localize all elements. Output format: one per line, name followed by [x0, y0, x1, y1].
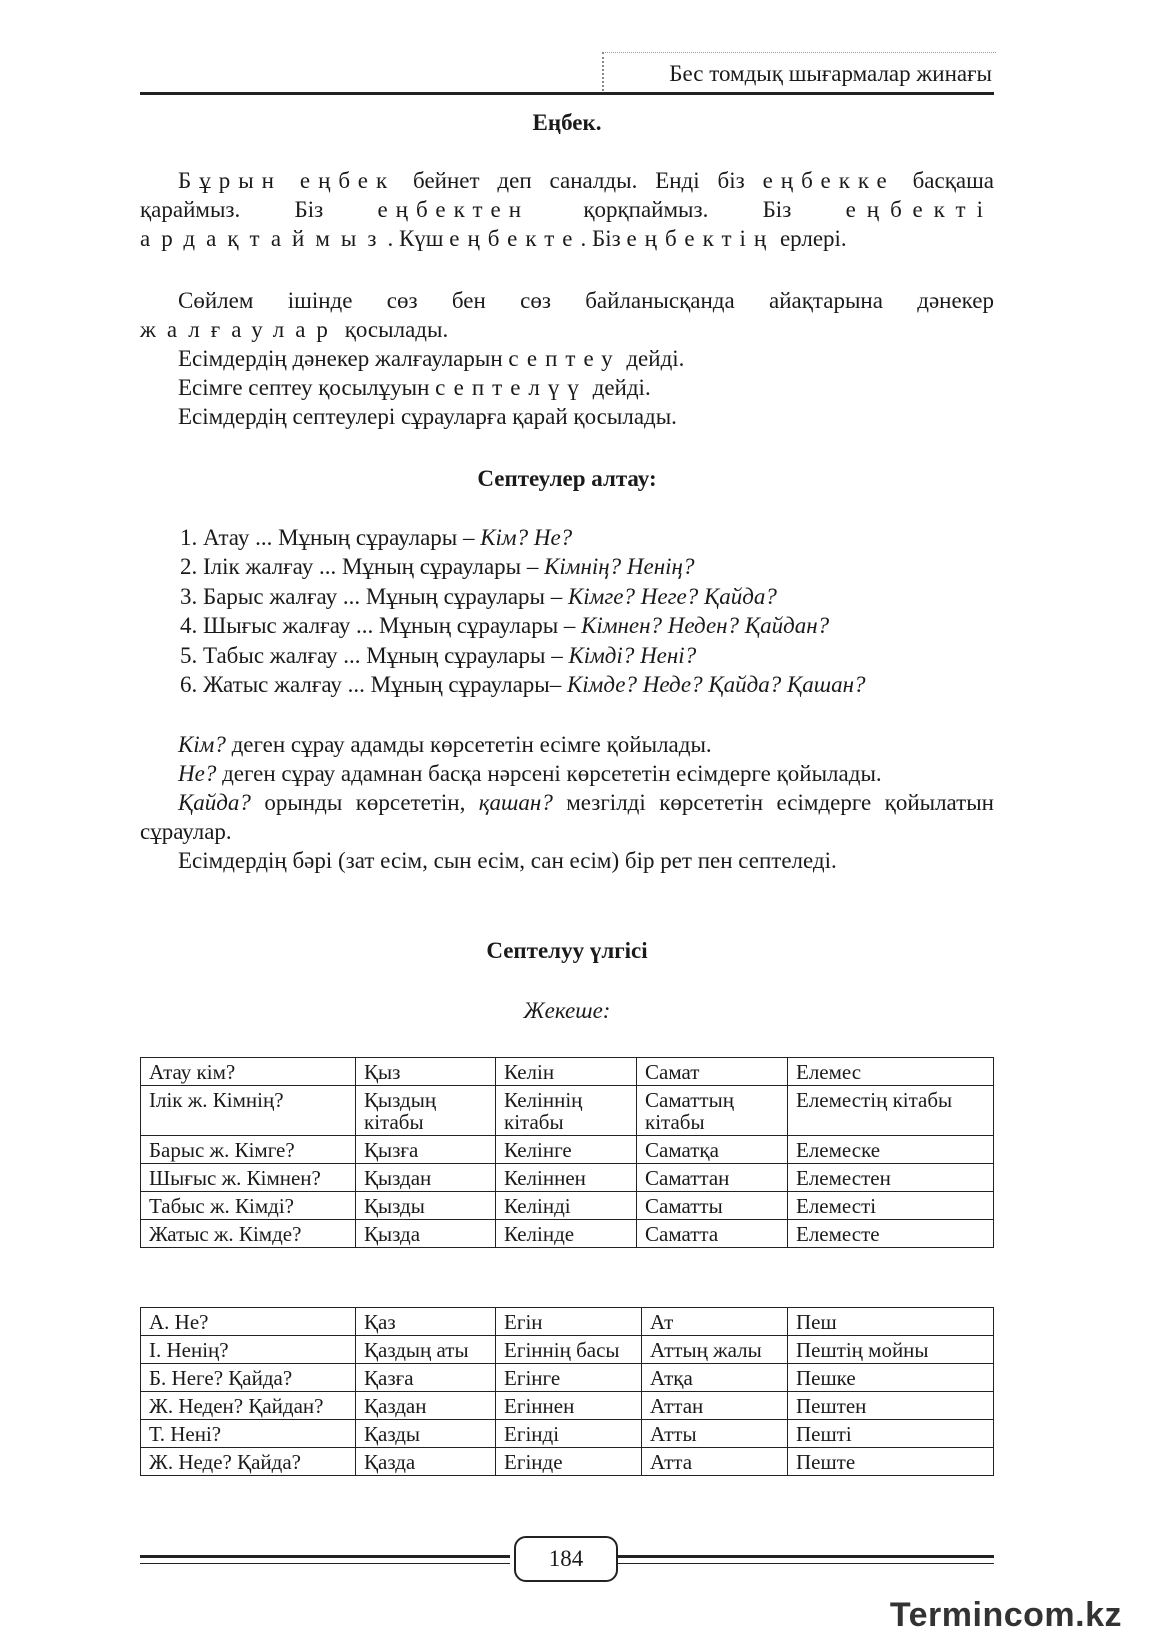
declension-table-things: [140, 1307, 994, 1476]
cases-list: [180, 523, 994, 699]
table-cell: Елемеске: [788, 1136, 994, 1164]
list-item: 6. Жатыс жалғау ... Мұның сұраулары– Кімде? Неде? Қайда? Қашан?: [180, 672, 866, 698]
table-cell: Қазда: [356, 1448, 496, 1476]
table-cell: Пешті: [788, 1420, 994, 1448]
case-label-cell: Ж. Неде? Қайда?: [141, 1448, 356, 1476]
list-item: 3. Барыс жалғау ... Мұның сұраулары – Кімге? Неге? Қайда?: [180, 583, 777, 609]
paragraph-enbek-text: Бұрын еңбек бейнет деп саналды. Енді біз еңбекке басқаша қараймыз. Біз еңбектен қорқпаймыз. Біз еңбекті ардақтаймыз. Күш еңбекте. Біз еңбектің ерлері.: [140, 168, 995, 251]
table-row: [141, 1164, 994, 1192]
case-label-cell: Шығыс ж. Кімнен?: [141, 1164, 356, 1192]
running-head: [602, 52, 996, 95]
section-title-enbek: Еңбек.: [532, 110, 602, 135]
table-cell: Келін: [496, 1058, 637, 1086]
case-label-cell: Атау кім?: [141, 1058, 356, 1086]
table-row: [141, 1364, 994, 1392]
case-label-cell: Т. Нені?: [141, 1420, 356, 1448]
table-cell: Қызда: [356, 1220, 496, 1248]
table-cell: Қыздың кітабы: [356, 1086, 496, 1136]
section-title-septeuler: Септеулер алтау:: [477, 466, 657, 491]
table-row: [141, 1420, 994, 1448]
paragraph-line: Кім? деген сұрау адамды көрсететін есімге қойылады.: [178, 732, 712, 757]
case-label-cell: Барыс ж. Кімге?: [141, 1136, 356, 1164]
table-cell: Елеместі: [788, 1192, 994, 1220]
table-row: [141, 1220, 994, 1248]
table-cell: Қазға: [356, 1364, 496, 1392]
paragraph-questions: [140, 730, 994, 875]
watermark-logo: Termincom.kz: [889, 1596, 1122, 1634]
table-row: [141, 1448, 994, 1476]
page-number: 184: [514, 1536, 618, 1582]
table-cell: Саматта: [637, 1220, 788, 1248]
table-cell: Атты: [642, 1420, 788, 1448]
case-label-cell: Б. Неге? Қайда?: [141, 1364, 356, 1392]
table-cell: Пештен: [788, 1392, 994, 1420]
table-cell: Аттың жалы: [642, 1336, 788, 1364]
table-cell: Саматты: [637, 1192, 788, 1220]
table-cell: Пештің мойны: [788, 1336, 994, 1364]
table-cell: Пеш: [788, 1308, 994, 1336]
header-rule: [140, 92, 994, 95]
table-cell: Егінге: [496, 1364, 642, 1392]
case-label-cell: Ілік ж. Кімнің?: [141, 1086, 356, 1136]
table-cell: Қыздан: [356, 1164, 496, 1192]
paragraph-line: Есімдердің бәрі (зат есім, сын есім, сан есім) бір рет пен септеледі.: [178, 848, 837, 873]
table-cell: Елемес: [788, 1058, 994, 1086]
table-row: [141, 1086, 994, 1136]
table-cell: Елеместің кітабы: [788, 1086, 994, 1136]
table-cell: Келінде: [496, 1220, 637, 1248]
paragraph-septeu: [140, 286, 994, 431]
table-cell: Ат: [642, 1308, 788, 1336]
table-cell: Саматтан: [637, 1164, 788, 1192]
paragraph-line: Қайда? орынды көрсететін, қашан? мезгілді көрсететін есімдерге қойылатын сұраулар.: [140, 790, 994, 844]
table-cell: Елеместен: [788, 1164, 994, 1192]
table-cell: Келіннің кітабы: [496, 1086, 637, 1136]
table-cell: Қаздың аты: [356, 1336, 496, 1364]
table-cell: Егін: [496, 1308, 642, 1336]
table-cell: Қызды: [356, 1192, 496, 1220]
table-cell: Атқа: [642, 1364, 788, 1392]
table-row: [141, 1136, 994, 1164]
table-cell: Егінді: [496, 1420, 642, 1448]
paragraph-line: Не? деген сұрау адамнан басқа нәрсені көрсететін есімдерге қойылады.: [178, 761, 882, 786]
table-row: [141, 1058, 994, 1086]
table-cell: Келінге: [496, 1136, 637, 1164]
table-cell: Атта: [642, 1448, 788, 1476]
table-cell: Аттан: [642, 1392, 788, 1420]
list-item: 2. Ілік жалғау ... Мұның сұраулары – Кімнің? Ненің?: [180, 554, 695, 580]
table-cell: Елеместе: [788, 1220, 994, 1248]
table-cell: Саматтың кітабы: [637, 1086, 788, 1136]
list-item: 4. Шығыс жалғау ... Мұның сұраулары – Кімнен? Неден? Қайдан?: [180, 613, 830, 639]
paragraph-line: Есімге септеу қосылұуын септелүү дейді.: [178, 375, 651, 400]
table-cell: Пеште: [788, 1448, 994, 1476]
case-label-cell: Табыс ж. Кімді?: [141, 1192, 356, 1220]
table-cell: Қаз: [356, 1308, 496, 1336]
table-row: [141, 1392, 994, 1420]
table-cell: Саматқа: [637, 1136, 788, 1164]
table-cell: Егіннен: [496, 1392, 642, 1420]
list-item: 5. Табыс жалғау ... Мұның сұраулары – Кімді? Нені?: [180, 642, 697, 668]
table-cell: Қазды: [356, 1420, 496, 1448]
table-cell: Егіннің басы: [496, 1336, 642, 1364]
paragraph-enbek: [140, 166, 994, 253]
case-label-cell: І. Ненің?: [141, 1336, 356, 1364]
table-cell: Қызға: [356, 1136, 496, 1164]
table-row: [141, 1192, 994, 1220]
table-cell: Самат: [637, 1058, 788, 1086]
case-label-cell: А. Не?: [141, 1308, 356, 1336]
paragraph-line: Есімдердің дәнекер жалғауларын септеу дейді.: [178, 346, 685, 371]
running-title: Бес томдық шығармалар жинағы: [669, 61, 992, 86]
table-cell: Егінде: [496, 1448, 642, 1476]
table-cell: Қаздан: [356, 1392, 496, 1420]
footer-rule-right: [616, 1555, 994, 1564]
paragraph-line: Есімдердің септеулері сұрауларға қарай қосылады.: [178, 404, 677, 429]
table-row: [141, 1308, 994, 1336]
case-label-cell: Ж. Неден? Қайдан?: [141, 1392, 356, 1420]
table-cell: Қыз: [356, 1058, 496, 1086]
declension-table-persons: [140, 1057, 994, 1248]
paragraph-line: Сөйлем ішінде сөз бен сөз байланысқанда айақтарына дәнекер жалғаулар қосылады.: [140, 288, 994, 342]
footer-rule-left: [140, 1555, 510, 1564]
table-row: [141, 1336, 994, 1364]
subtitle-jekeshe: Жекеше:: [523, 998, 611, 1023]
table-cell: Келіннен: [496, 1164, 637, 1192]
case-label-cell: Жатыс ж. Кімде?: [141, 1220, 356, 1248]
table-cell: Келінді: [496, 1192, 637, 1220]
section-title-septelu: Септелуу үлгісі: [486, 938, 648, 963]
table-cell: Пешке: [788, 1364, 994, 1392]
list-item: 1. Атау ... Мұның сұраулары – Кім? Не?: [180, 525, 573, 550]
